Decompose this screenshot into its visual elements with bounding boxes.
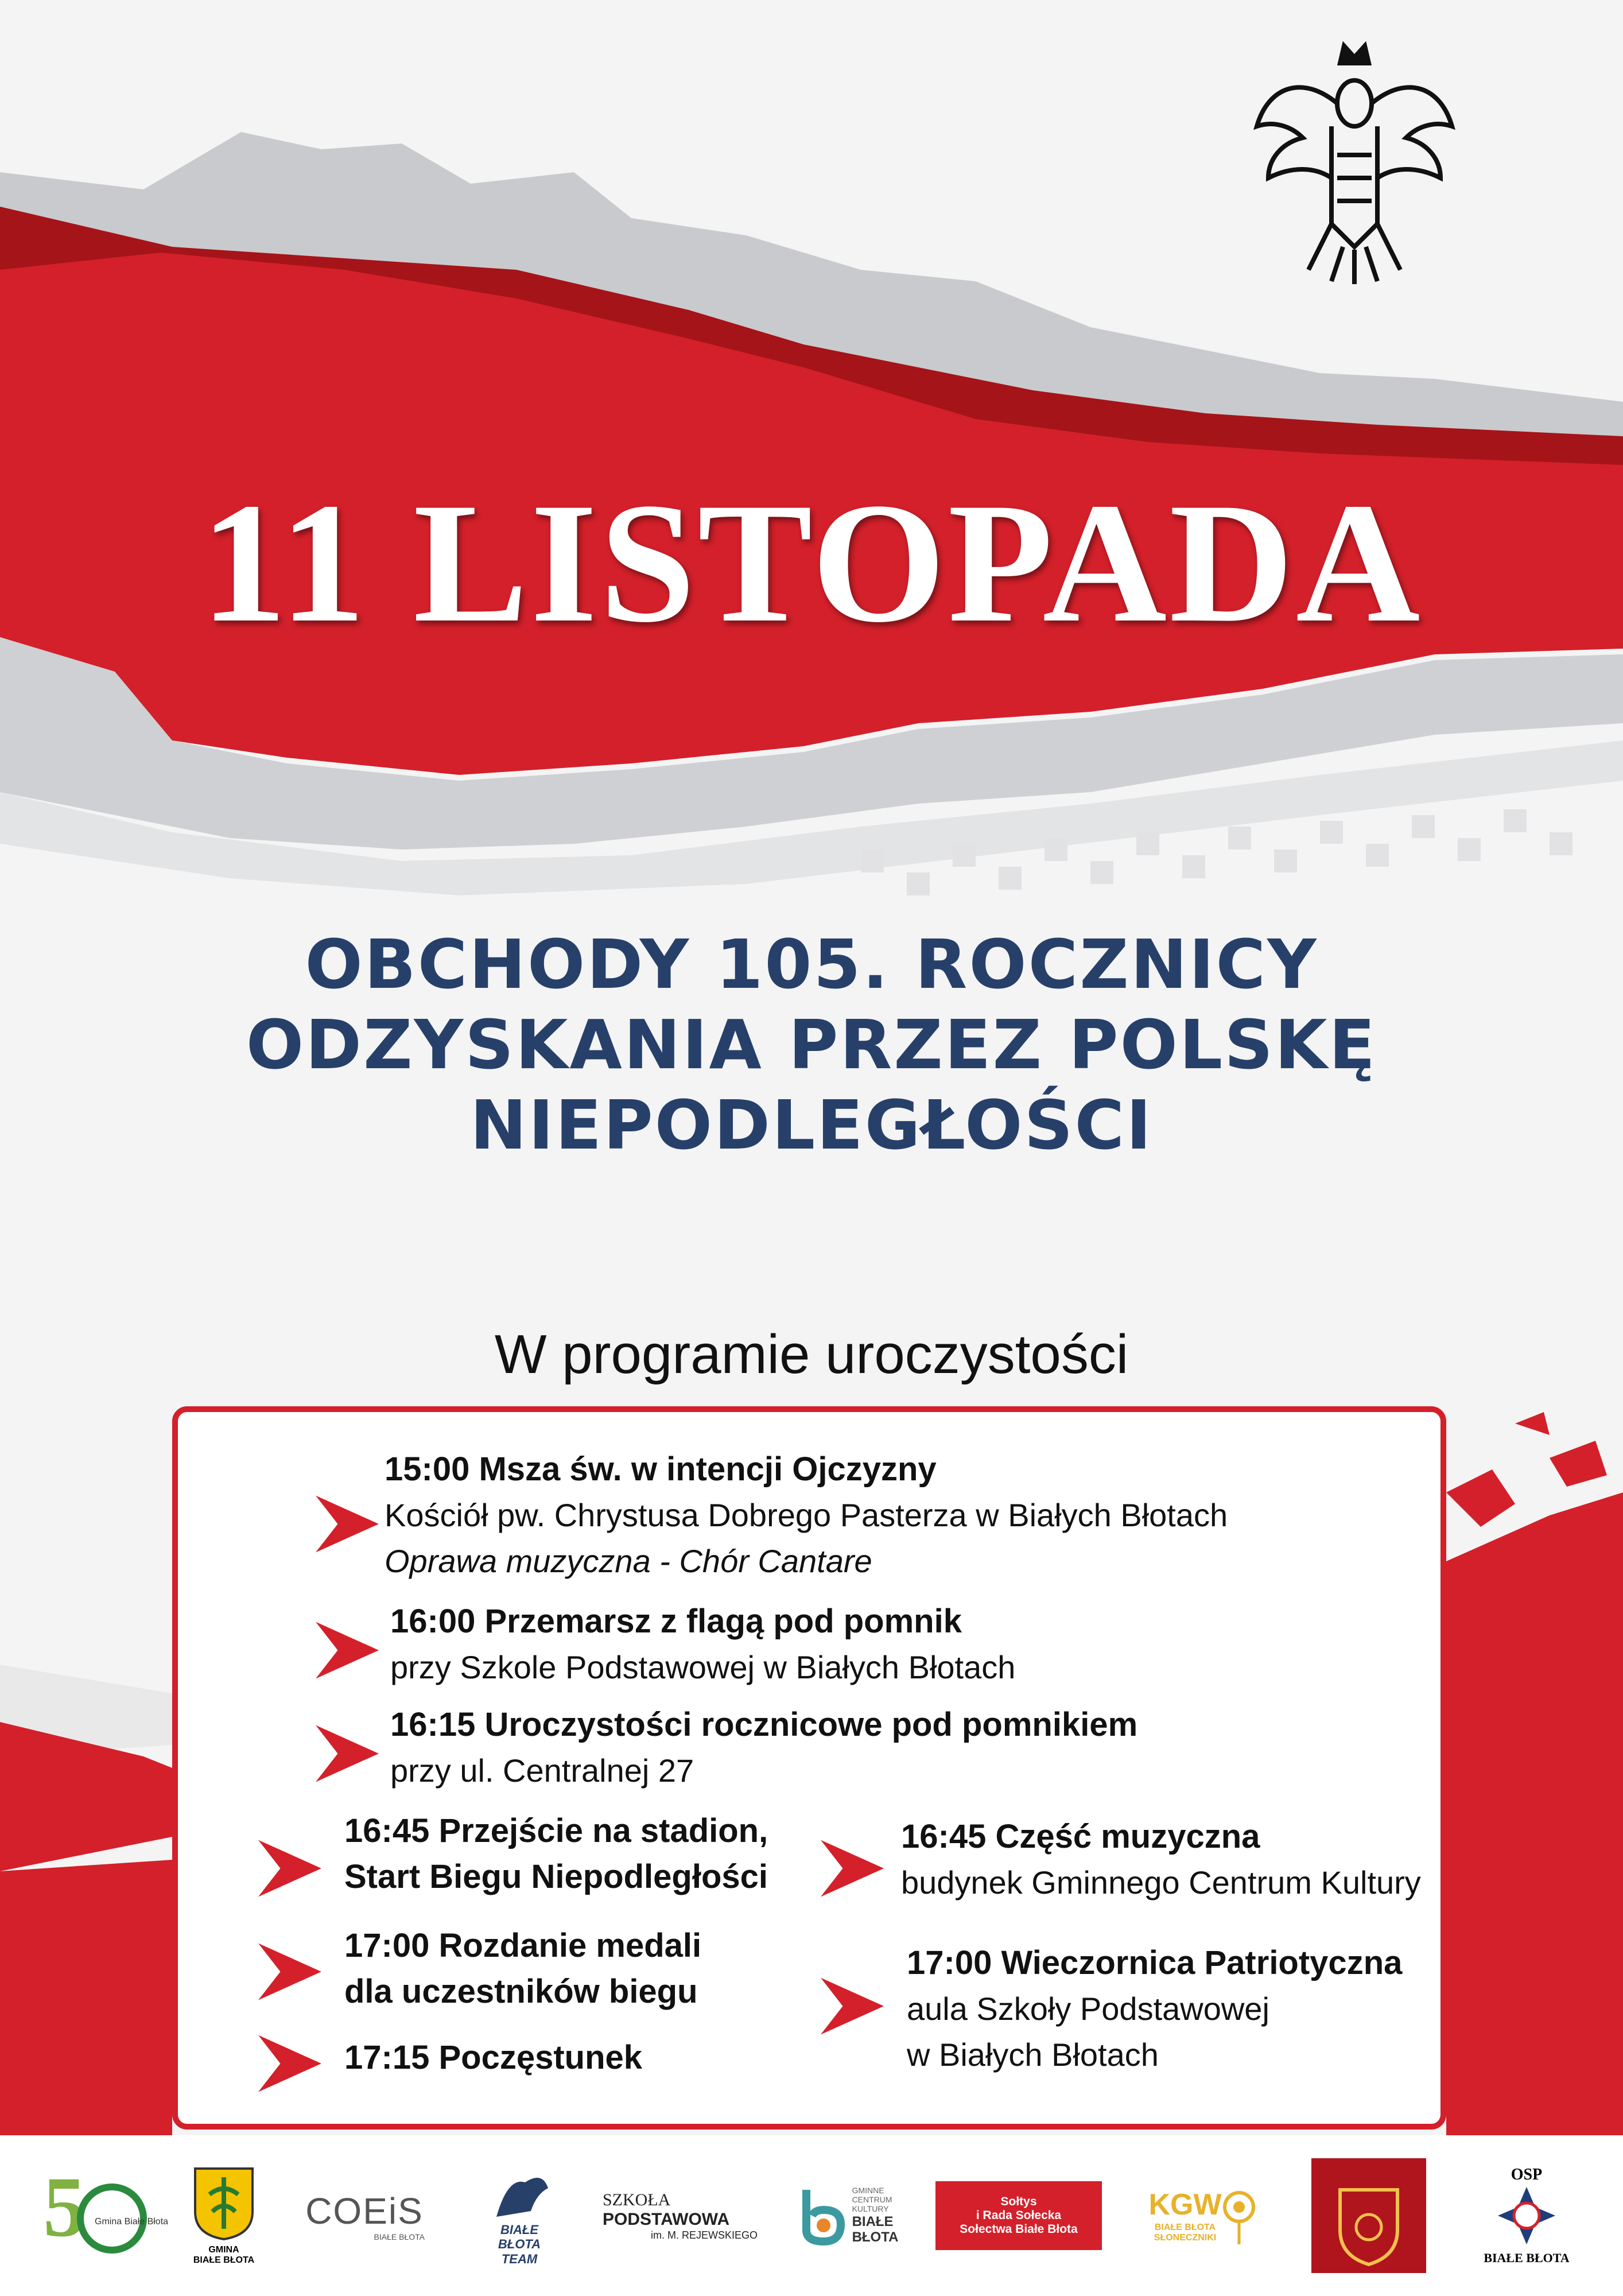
eagle-emblem-icon [1245, 40, 1463, 287]
program-box [172, 1406, 1446, 2130]
item-note: Oprawa muzyczna - Chór Cantare [385, 1543, 872, 1579]
program-item [344, 1808, 768, 1900]
logo-text: SŁONECZNIKI [1154, 2232, 1217, 2243]
chevron-right-icon [258, 1940, 321, 2003]
chevron-right-icon [258, 2032, 321, 2095]
item-title: 16:45 Przejście na stadion, [344, 1812, 768, 1849]
item-title: 15:00 Msza św. w intencji Ojczyzny [385, 1450, 937, 1488]
logo-caption: Gmina Białe Błota [95, 2217, 169, 2227]
logo-text: BIAŁE BŁOTA [193, 2255, 255, 2265]
logo-text: PODSTAWOWA [603, 2209, 730, 2229]
logo-text: CENTRUM [852, 2195, 892, 2205]
chevron-right-icon [258, 1837, 321, 1900]
item-title-2: Start Biegu Niepodległości [344, 1858, 768, 1895]
subtitle-line-3: NIEPODLEGŁOŚCI [469, 1085, 1154, 1165]
anniversary-50-icon [37, 2159, 169, 2270]
gck-logo [786, 2135, 913, 2296]
subtitle-line-2: ODZYSKANIA PRZEZ POLSKĘ [246, 1005, 1377, 1084]
item-detail: Kościół pw. Chrystusa Dobrego Pasterza w Białych Błotach [385, 1497, 1228, 1533]
logo-text: GMINNE [852, 2186, 884, 2196]
event-subtitle [0, 924, 1623, 1165]
chevron-right-icon [316, 1722, 379, 1785]
coeis-logo [293, 2135, 436, 2296]
logo-text: TEAM [501, 2251, 538, 2266]
sunflower-icon [1222, 2187, 1256, 2244]
logo-text: i Rada Sołecka [976, 2208, 1062, 2222]
logo-text: BIAŁE [852, 2213, 894, 2229]
program-item [907, 1940, 1402, 2078]
logo-text: COEiS [305, 2190, 424, 2232]
chevron-right-icon [316, 1492, 379, 1556]
logo-text: BIAŁE [500, 2223, 538, 2237]
heron-icon [485, 2165, 554, 2223]
item-title: 17:00 Wieczornica Patriotyczna [907, 1944, 1403, 1981]
program-item [344, 1923, 701, 2015]
logo-text: KGW [1148, 2188, 1222, 2221]
osp-logo [1463, 2135, 1590, 2296]
item-detail: przy Szkole Podstawowej w Białych Błotach [390, 1649, 1016, 1685]
coat-of-arms-icon [192, 2166, 255, 2240]
szkola-logo [603, 2135, 758, 2296]
item-title: 16:00 Przemarsz z flagą pod pomnik [390, 1603, 962, 1640]
program-item [385, 1446, 1228, 1584]
item-detail: aula Szkoły Podstawowej [907, 1991, 1269, 2027]
logo-text: BIAŁE BŁOTA [374, 2232, 425, 2241]
team-logo [471, 2135, 568, 2296]
gmina-logo [178, 2135, 270, 2296]
chevron-right-icon [821, 1837, 884, 1900]
program-item [901, 1814, 1421, 1906]
subtitle-line-1: OBCHODY 105. ROCZNICY [305, 925, 1318, 1004]
sponsor-logos-strip [0, 2135, 1623, 2296]
program-item [344, 2035, 642, 2081]
item-title-2: dla uczestników biegu [344, 1973, 698, 2010]
gmina-50-logo [34, 2135, 169, 2296]
gck-mark-icon [801, 2184, 847, 2247]
item-detail: budynek Gminnego Centrum Kultury [901, 1864, 1421, 1901]
item-title: 16:45 Część muzyczna [901, 1818, 1260, 1855]
svg-text:5: 5 [43, 2159, 86, 2255]
logo-text: SZKOŁA [603, 2190, 671, 2209]
item-title: 16:15 Uroczystości rocznicowe pod pomnikiem [390, 1706, 1138, 1743]
chevron-right-icon [821, 1975, 884, 2038]
logo-text: Sołectwa Białe Błota [960, 2223, 1078, 2236]
program-item [390, 1599, 1015, 1690]
logo-text: im. M. REJEWSKIEGO [650, 2229, 758, 2241]
logo-text: BIAŁE BŁOTA [1484, 2251, 1570, 2265]
logo-text: GMINA [208, 2244, 239, 2255]
item-detail: przy ul. Centralnej 27 [390, 1752, 694, 1789]
fire-brigade-badge-logo [1309, 2135, 1429, 2296]
soltys-logo [935, 2135, 1102, 2296]
program-item [390, 1702, 1137, 1794]
fire-brigade-badge-icon [1309, 2155, 1429, 2276]
program-heading: W programie uroczystości [494, 1324, 1129, 1385]
page-title: 11 LISTOPADA [200, 467, 1423, 658]
logo-text: BŁOTA [498, 2237, 541, 2252]
logo-text: OSP [1511, 2166, 1543, 2183]
item-title: 17:00 Rozdanie medali [344, 1927, 702, 1964]
logo-text: Sołtys [1000, 2194, 1037, 2208]
logo-text: BIAŁE BŁOTA [1154, 2222, 1216, 2232]
osp-cross-icon [1495, 2184, 1558, 2247]
item-detail-2: w Białych Błotach [907, 2037, 1159, 2073]
item-title: 17:15 Poczęstunek [344, 2039, 643, 2076]
kgw-logo [1136, 2135, 1268, 2296]
logo-text: BŁOTA [852, 2229, 899, 2245]
logo-text: KULTURY [852, 2204, 889, 2214]
chevron-right-icon [316, 1619, 379, 1682]
